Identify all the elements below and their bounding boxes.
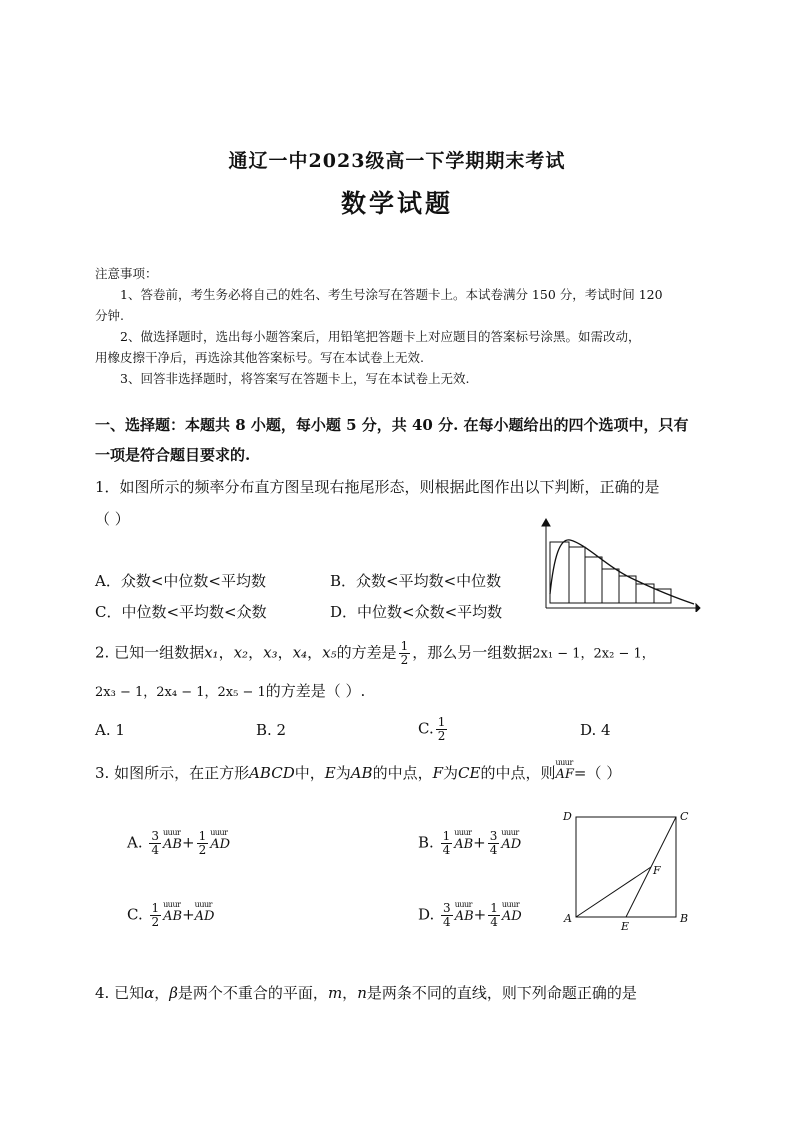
density-curve: [550, 540, 694, 604]
q2-x5: x₅: [322, 643, 337, 662]
q2-data-5: 2x₅ − 1: [217, 685, 266, 700]
q2-x1: x₁: [204, 643, 219, 662]
histogram-figure: [536, 516, 701, 612]
notice-item3: 3、回答非选择题时，将答案写在答题卡上，写在本试卷上无效.: [120, 371, 470, 386]
q3-vector-af: uuur AF: [555, 767, 573, 782]
q1-option-c: C．中位数<平均数<众数: [95, 603, 267, 621]
exam-subtitle: 数学试题: [340, 189, 453, 218]
notice-heading: 注意事项：: [95, 266, 158, 281]
histogram-bar: [654, 589, 671, 603]
segment-af: [576, 867, 651, 917]
label-a: A: [564, 912, 572, 925]
square-figure: [558, 806, 698, 934]
label-b: B: [680, 912, 689, 925]
q2-option-b: B. 2: [256, 721, 287, 739]
x-axis-arrow: [696, 604, 700, 612]
q3-option-b: B. $\frac{1}{4}$ uuur AB+ $\frac{3}{4}$ uuur AD: [418, 830, 521, 857]
q1-paren: （ ）: [95, 510, 130, 528]
q2-x2: x₂: [233, 643, 249, 662]
q1-stem: 1．如图所示的频率分布直方图呈现右拖尾形态，则根据此图作出以下判断，正确的是: [95, 478, 660, 496]
notice-item1-line1: 1、答卷前，考生务必将自己的姓名、考生号涂写在答题卡上。本试卷满分 150 分，考试时间 120: [120, 287, 663, 302]
q2-data-4: 2x₄ − 1，: [156, 685, 218, 700]
q2-option-a: A. 1: [95, 721, 125, 739]
label-e: E: [621, 920, 630, 933]
square-abcd: [576, 817, 676, 917]
notice-item2-line1: 2、做选择题时，选出每小题答案后，用铅笔把答题卡上对应题目的答案标号涂黑。如需改动，: [120, 329, 641, 344]
q1-option-b: B．众数<平均数<中位数: [330, 572, 502, 590]
notice-item1-line2: 分钟.: [95, 308, 124, 323]
q2-option-d: D. 4: [580, 721, 611, 739]
q2-post: ，那么另一组数据: [412, 643, 533, 662]
exam-title: 通辽一中2023级高一下学期期末考试: [228, 150, 566, 172]
q2-data-3: 2x₃ − 1，: [95, 685, 157, 700]
notice-item2-line2: 用橡皮擦干净后，再选涂其他答案标号。写在本试卷上无效.: [95, 350, 424, 365]
q2-option-c-fraction: $\frac{1}{2}$: [437, 715, 446, 743]
histogram-bar: [569, 547, 585, 603]
q3-option-d: D. $\frac{3}{4}$ uuur AB+ $\frac{1}{4}$ uuur AD: [418, 902, 522, 929]
q2-stem-line2: [95, 680, 365, 701]
q2-option-c: C. $\frac{1}{2}$: [418, 715, 446, 743]
label-f: F: [653, 864, 661, 877]
histogram-bar: [619, 576, 636, 603]
q3-stem: 3. 如图所示，在正方形ABCD中，E为AB的中点，F为CE的中点，则uuur AF=（ ）: [95, 762, 621, 783]
q2-x4: x₄: [292, 643, 308, 662]
histogram-bar: [585, 557, 602, 603]
q4-stem: 4. 已知α，β是两个不重合的平面，m，n是两条不同的直线，则下列命题正确的是: [95, 984, 637, 1002]
q3-option-a: A. $\frac{3}{4}$ uuur AB+ $\frac{1}{2}$ uuur AD: [127, 830, 230, 857]
q2-mid: 的方差是: [336, 643, 397, 662]
q2-data-1: 2x₁ − 1，: [532, 646, 594, 662]
section1-line2: 一项是符合题目要求的.: [95, 446, 251, 464]
label-c: C: [680, 810, 689, 823]
q1-option-d: D．中位数<众数<平均数: [330, 603, 503, 621]
y-axis-arrow: [542, 519, 550, 526]
q2-stem-line1: 2. 已知一组数据x₁，x₂，x₃，x₄，x₅的方差是 $\frac{1}{2}$ ，那么另一组数据2x₁ − 1，2x₂ − 1，: [95, 639, 655, 667]
q2-data-2: 2x₂ − 1，: [593, 646, 655, 662]
q3-option-c: C. $\frac{1}{2}$ uuur AB+uuur AD: [127, 902, 214, 929]
section1-line1: 一、选择题：本题共 8 小题，每小题 5 分，共 40 分. 在每小题给出的四个选项中，只有: [95, 416, 689, 434]
q2-tail: 的方差是（ ）.: [265, 682, 366, 700]
q2-pre: 2. 已知一组数据: [95, 643, 205, 662]
q2-variance-fraction: $\frac{1}{2}$: [400, 639, 409, 667]
q2-x3: x₃: [263, 643, 278, 662]
histogram-bar: [602, 569, 619, 603]
label-d: D: [563, 810, 572, 823]
q1-option-a: A．众数<中位数<平均数: [95, 572, 266, 590]
